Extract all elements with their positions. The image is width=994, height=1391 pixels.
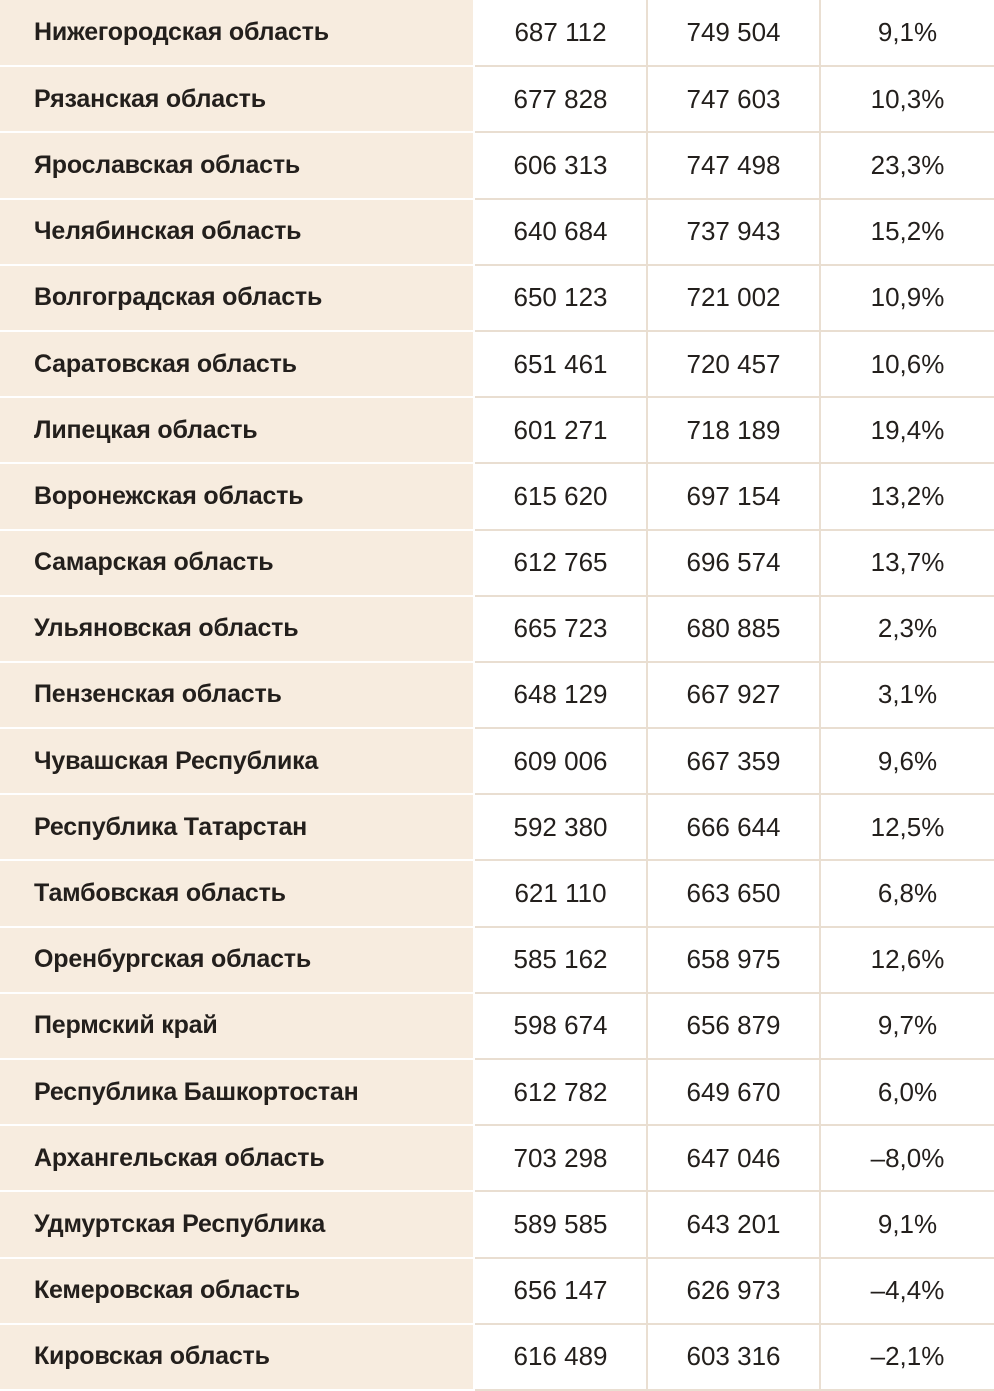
- cell-value-before: 612 782: [474, 1059, 647, 1125]
- cell-value-before: 612 765: [474, 530, 647, 596]
- cell-value-after: 666 644: [647, 794, 820, 860]
- table-row: [0, 927, 994, 993]
- cell-region: Республика Татарстан: [0, 794, 474, 860]
- cell-region: Чувашская Республика: [0, 728, 474, 794]
- table-row: [0, 463, 994, 529]
- table-row: [0, 132, 994, 198]
- cell-value-after: 696 574: [647, 530, 820, 596]
- cell-change-percent: 12,6%: [820, 927, 994, 993]
- cell-change-percent: 9,1%: [820, 0, 994, 66]
- table-row: [0, 728, 994, 794]
- cell-region: Саратовская область: [0, 331, 474, 397]
- cell-value-before: 606 313: [474, 132, 647, 198]
- cell-value-after: 649 670: [647, 1059, 820, 1125]
- cell-value-before: 640 684: [474, 199, 647, 265]
- cell-change-percent: –4,4%: [820, 1258, 994, 1324]
- cell-value-before: 615 620: [474, 463, 647, 529]
- cell-value-after: 603 316: [647, 1324, 820, 1390]
- cell-value-before: 656 147: [474, 1258, 647, 1324]
- cell-value-after: 663 650: [647, 860, 820, 926]
- cell-value-before: 687 112: [474, 0, 647, 66]
- table-row: [0, 993, 994, 1059]
- cell-value-before: 601 271: [474, 397, 647, 463]
- cell-change-percent: –8,0%: [820, 1125, 994, 1191]
- cell-region: Челябинская область: [0, 199, 474, 265]
- cell-region: Архангельская область: [0, 1125, 474, 1191]
- cell-value-after: 643 201: [647, 1191, 820, 1257]
- cell-value-before: 616 489: [474, 1324, 647, 1390]
- cell-change-percent: 2,3%: [820, 596, 994, 662]
- table-row: [0, 1191, 994, 1257]
- cell-region: Волгоградская область: [0, 265, 474, 331]
- table-row: [0, 596, 994, 662]
- cell-value-after: 658 975: [647, 927, 820, 993]
- cell-change-percent: 6,8%: [820, 860, 994, 926]
- table-row: [0, 0, 994, 66]
- cell-value-after: 747 603: [647, 66, 820, 132]
- cell-value-before: 650 123: [474, 265, 647, 331]
- cell-change-percent: 9,7%: [820, 993, 994, 1059]
- cell-region: Тамбовская область: [0, 860, 474, 926]
- cell-value-after: 680 885: [647, 596, 820, 662]
- cell-value-before: 703 298: [474, 1125, 647, 1191]
- cell-region: Республика Башкортостан: [0, 1059, 474, 1125]
- table-row: [0, 662, 994, 728]
- table-row: [0, 331, 994, 397]
- table-row: [0, 794, 994, 860]
- table-row: [0, 66, 994, 132]
- table-row: [0, 530, 994, 596]
- cell-value-before: 589 585: [474, 1191, 647, 1257]
- cell-value-after: 697 154: [647, 463, 820, 529]
- cell-change-percent: 10,3%: [820, 66, 994, 132]
- table-row: [0, 1258, 994, 1324]
- cell-change-percent: 23,3%: [820, 132, 994, 198]
- table-row: [0, 199, 994, 265]
- cell-change-percent: 12,5%: [820, 794, 994, 860]
- cell-region: Нижегородская область: [0, 0, 474, 66]
- cell-region: Воронежская область: [0, 463, 474, 529]
- table-row: [0, 1324, 994, 1390]
- cell-change-percent: 10,9%: [820, 265, 994, 331]
- cell-region: Самарская область: [0, 530, 474, 596]
- cell-change-percent: 13,7%: [820, 530, 994, 596]
- cell-region: Липецкая область: [0, 397, 474, 463]
- cell-region: Оренбургская область: [0, 927, 474, 993]
- cell-value-after: 747 498: [647, 132, 820, 198]
- cell-change-percent: 9,1%: [820, 1191, 994, 1257]
- cell-value-after: 737 943: [647, 199, 820, 265]
- cell-value-after: 749 504: [647, 0, 820, 66]
- cell-change-percent: 10,6%: [820, 331, 994, 397]
- cell-region: Кемеровская область: [0, 1258, 474, 1324]
- cell-change-percent: 9,6%: [820, 728, 994, 794]
- cell-value-before: 592 380: [474, 794, 647, 860]
- cell-value-after: 626 973: [647, 1258, 820, 1324]
- cell-value-after: 720 457: [647, 331, 820, 397]
- cell-region: Пермский край: [0, 993, 474, 1059]
- cell-change-percent: –2,1%: [820, 1324, 994, 1390]
- cell-value-before: 677 828: [474, 66, 647, 132]
- cell-region: Рязанская область: [0, 66, 474, 132]
- cell-value-before: 585 162: [474, 927, 647, 993]
- cell-region: Пензенская область: [0, 662, 474, 728]
- cell-value-after: 667 359: [647, 728, 820, 794]
- cell-value-before: 651 461: [474, 331, 647, 397]
- cell-region: Удмуртская Республика: [0, 1191, 474, 1257]
- cell-region: Ярославская область: [0, 132, 474, 198]
- cell-region: Ульяновская область: [0, 596, 474, 662]
- cell-value-before: 609 006: [474, 728, 647, 794]
- cell-value-after: 667 927: [647, 662, 820, 728]
- cell-value-before: 598 674: [474, 993, 647, 1059]
- table-row: [0, 397, 994, 463]
- table-row: [0, 1059, 994, 1125]
- cell-value-after: 718 189: [647, 397, 820, 463]
- cell-value-before: 648 129: [474, 662, 647, 728]
- cell-change-percent: 15,2%: [820, 199, 994, 265]
- table-row: [0, 860, 994, 926]
- cell-value-after: 656 879: [647, 993, 820, 1059]
- cell-change-percent: 3,1%: [820, 662, 994, 728]
- table-row: [0, 265, 994, 331]
- cell-value-before: 621 110: [474, 860, 647, 926]
- table-row: [0, 1125, 994, 1191]
- cell-value-after: 721 002: [647, 265, 820, 331]
- cell-region: Кировская область: [0, 1324, 474, 1390]
- cell-change-percent: 19,4%: [820, 397, 994, 463]
- cell-value-before: 665 723: [474, 596, 647, 662]
- cell-value-after: 647 046: [647, 1125, 820, 1191]
- cell-change-percent: 13,2%: [820, 463, 994, 529]
- cell-change-percent: 6,0%: [820, 1059, 994, 1125]
